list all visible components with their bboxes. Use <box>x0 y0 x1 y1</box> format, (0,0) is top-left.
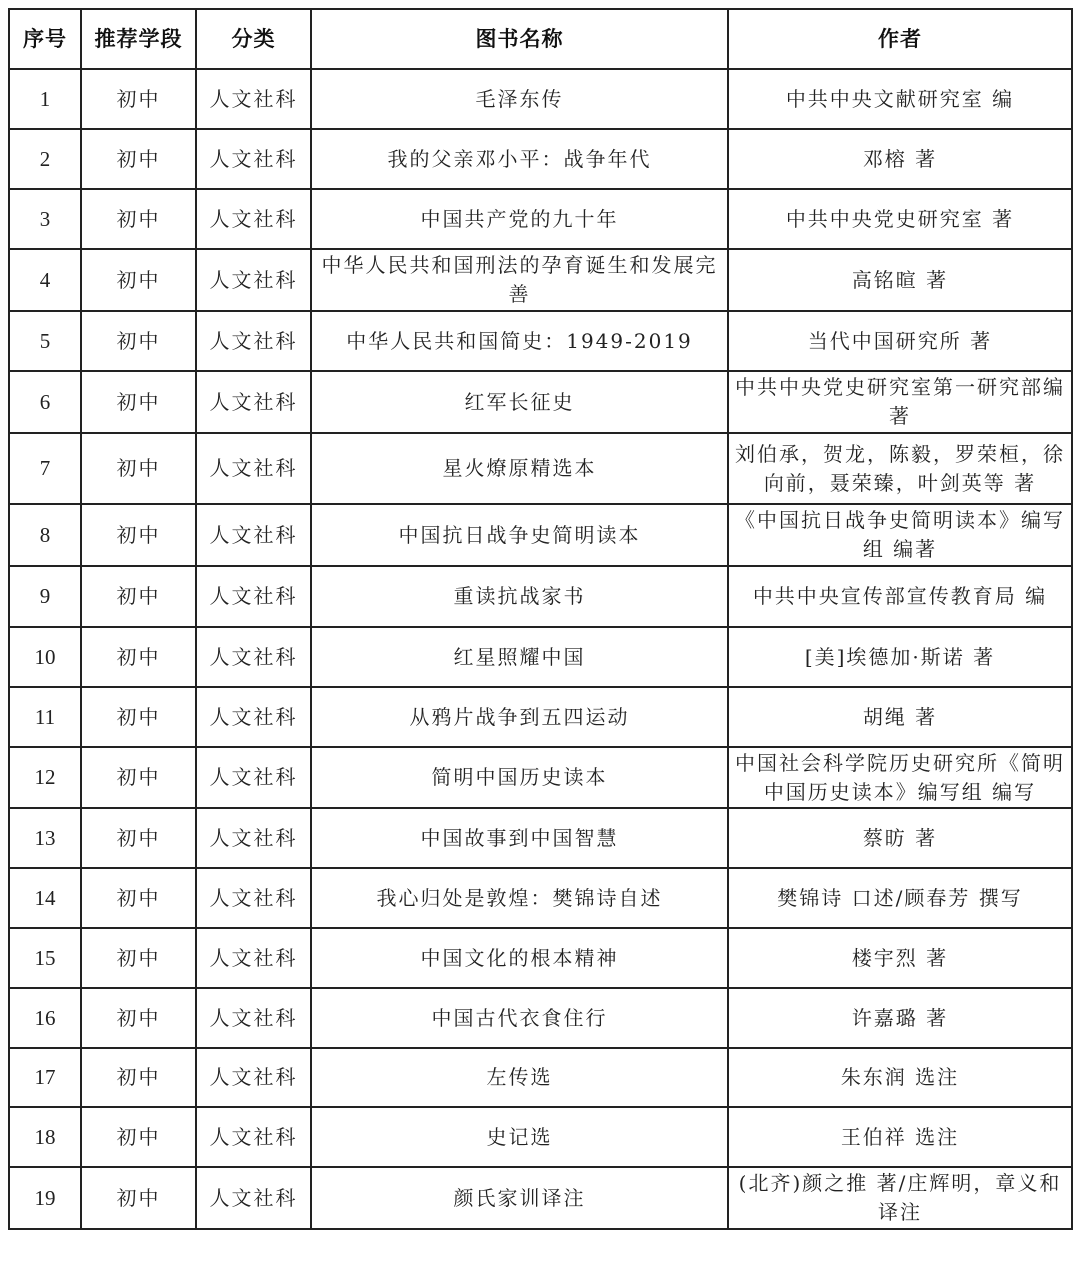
cell-title: 星火燎原精选本 <box>311 433 728 504</box>
header-author: 作者 <box>728 9 1072 69</box>
cell-stage: 初中 <box>81 371 196 433</box>
cell-category: 人文社科 <box>196 1167 311 1229</box>
cell-author: 邓榕 著 <box>728 129 1072 189</box>
cell-no: 11 <box>9 687 81 747</box>
cell-author: 中共中央党史研究室 著 <box>728 189 1072 249</box>
cell-no: 17 <box>9 1048 81 1107</box>
cell-category: 人文社科 <box>196 249 311 311</box>
table-row <box>9 249 1072 311</box>
cell-title: 简明中国历史读本 <box>311 747 728 808</box>
cell-stage: 初中 <box>81 566 196 627</box>
cell-title: 中华人民共和国刑法的孕育诞生和发展完善 <box>311 249 728 311</box>
cell-no: 6 <box>9 371 81 433</box>
table-row <box>9 1107 1072 1167</box>
book-list-table <box>8 8 1073 1230</box>
cell-no: 16 <box>9 988 81 1048</box>
cell-no: 15 <box>9 928 81 988</box>
cell-no: 8 <box>9 504 81 566</box>
cell-category: 人文社科 <box>196 566 311 627</box>
cell-stage: 初中 <box>81 988 196 1048</box>
cell-no: 1 <box>9 69 81 129</box>
cell-category: 人文社科 <box>196 687 311 747</box>
cell-category: 人文社科 <box>196 129 311 189</box>
table-row <box>9 627 1072 687</box>
cell-author: 樊锦诗 口述/顾春芳 撰写 <box>728 868 1072 928</box>
cell-category: 人文社科 <box>196 371 311 433</box>
cell-title: 红星照耀中国 <box>311 627 728 687</box>
cell-stage: 初中 <box>81 1048 196 1107</box>
cell-title: 颜氏家训译注 <box>311 1167 728 1229</box>
table-row <box>9 988 1072 1048</box>
cell-author: 朱东润 选注 <box>728 1048 1072 1107</box>
cell-category: 人文社科 <box>196 868 311 928</box>
cell-category: 人文社科 <box>196 808 311 868</box>
cell-category: 人文社科 <box>196 627 311 687</box>
table-body <box>9 69 1072 1229</box>
cell-category: 人文社科 <box>196 504 311 566</box>
cell-title: 中华人民共和国简史：1949-2019 <box>311 311 728 371</box>
table-row <box>9 433 1072 504</box>
table-row <box>9 1167 1072 1229</box>
table-row <box>9 69 1072 129</box>
cell-author: 中共中央宣传部宣传教育局 编 <box>728 566 1072 627</box>
cell-category: 人文社科 <box>196 1107 311 1167</box>
cell-author: 中国社会科学院历史研究所《简明中国历史读本》编写组 编写 <box>728 747 1072 808</box>
cell-author: (北齐)颜之推 著/庄辉明，章义和 译注 <box>728 1167 1072 1229</box>
cell-category: 人文社科 <box>196 69 311 129</box>
table-header-row <box>9 9 1072 69</box>
cell-author: 许嘉璐 著 <box>728 988 1072 1048</box>
cell-category: 人文社科 <box>196 1048 311 1107</box>
cell-title: 我心归处是敦煌：樊锦诗自述 <box>311 868 728 928</box>
table-row <box>9 928 1072 988</box>
table-row <box>9 808 1072 868</box>
table-row <box>9 566 1072 627</box>
cell-stage: 初中 <box>81 747 196 808</box>
cell-stage: 初中 <box>81 627 196 687</box>
cell-title: 我的父亲邓小平：战争年代 <box>311 129 728 189</box>
header-category: 分类 <box>196 9 311 69</box>
cell-author: 刘伯承，贺龙，陈毅，罗荣桓，徐向前，聂荣臻，叶剑英等 著 <box>728 433 1072 504</box>
cell-no: 3 <box>9 189 81 249</box>
cell-title: 史记选 <box>311 1107 728 1167</box>
table-row <box>9 747 1072 808</box>
cell-stage: 初中 <box>81 868 196 928</box>
cell-no: 9 <box>9 566 81 627</box>
cell-no: 5 <box>9 311 81 371</box>
cell-category: 人文社科 <box>196 311 311 371</box>
cell-author: 《中国抗日战争史简明读本》编写组 编著 <box>728 504 1072 566</box>
cell-category: 人文社科 <box>196 433 311 504</box>
cell-title: 左传选 <box>311 1048 728 1107</box>
cell-title: 中国共产党的九十年 <box>311 189 728 249</box>
cell-stage: 初中 <box>81 808 196 868</box>
cell-stage: 初中 <box>81 311 196 371</box>
cell-stage: 初中 <box>81 1107 196 1167</box>
cell-stage: 初中 <box>81 189 196 249</box>
cell-category: 人文社科 <box>196 928 311 988</box>
cell-category: 人文社科 <box>196 189 311 249</box>
table-row <box>9 189 1072 249</box>
cell-author: 蔡昉 著 <box>728 808 1072 868</box>
cell-title: 重读抗战家书 <box>311 566 728 627</box>
cell-no: 12 <box>9 747 81 808</box>
cell-stage: 初中 <box>81 687 196 747</box>
cell-author: 胡绳 著 <box>728 687 1072 747</box>
table-row <box>9 868 1072 928</box>
cell-no: 19 <box>9 1167 81 1229</box>
cell-title: 中国古代衣食住行 <box>311 988 728 1048</box>
cell-author: 高铭暄 著 <box>728 249 1072 311</box>
cell-author: 中共中央党史研究室第一研究部编著 <box>728 371 1072 433</box>
table-row <box>9 129 1072 189</box>
table-row <box>9 1048 1072 1107</box>
cell-author: 楼宇烈 著 <box>728 928 1072 988</box>
cell-no: 18 <box>9 1107 81 1167</box>
cell-title: 红军长征史 <box>311 371 728 433</box>
cell-title: 中国故事到中国智慧 <box>311 808 728 868</box>
cell-stage: 初中 <box>81 928 196 988</box>
cell-title: 从鸦片战争到五四运动 <box>311 687 728 747</box>
cell-title: 中国文化的根本精神 <box>311 928 728 988</box>
cell-no: 13 <box>9 808 81 868</box>
table-row <box>9 311 1072 371</box>
header-stage: 推荐学段 <box>81 9 196 69</box>
cell-no: 7 <box>9 433 81 504</box>
cell-author: 当代中国研究所 著 <box>728 311 1072 371</box>
cell-stage: 初中 <box>81 69 196 129</box>
header-no: 序号 <box>9 9 81 69</box>
cell-author: [美]埃德加·斯诺 著 <box>728 627 1072 687</box>
cell-category: 人文社科 <box>196 747 311 808</box>
table-row <box>9 687 1072 747</box>
cell-no: 2 <box>9 129 81 189</box>
cell-author: 王伯祥 选注 <box>728 1107 1072 1167</box>
cell-no: 14 <box>9 868 81 928</box>
header-title: 图书名称 <box>311 9 728 69</box>
cell-stage: 初中 <box>81 1167 196 1229</box>
cell-category: 人文社科 <box>196 988 311 1048</box>
cell-stage: 初中 <box>81 129 196 189</box>
cell-title: 中国抗日战争史简明读本 <box>311 504 728 566</box>
table-row <box>9 504 1072 566</box>
cell-author: 中共中央文献研究室 编 <box>728 69 1072 129</box>
cell-stage: 初中 <box>81 504 196 566</box>
cell-no: 4 <box>9 249 81 311</box>
table-row <box>9 371 1072 433</box>
cell-title: 毛泽东传 <box>311 69 728 129</box>
cell-stage: 初中 <box>81 249 196 311</box>
cell-stage: 初中 <box>81 433 196 504</box>
cell-no: 10 <box>9 627 81 687</box>
